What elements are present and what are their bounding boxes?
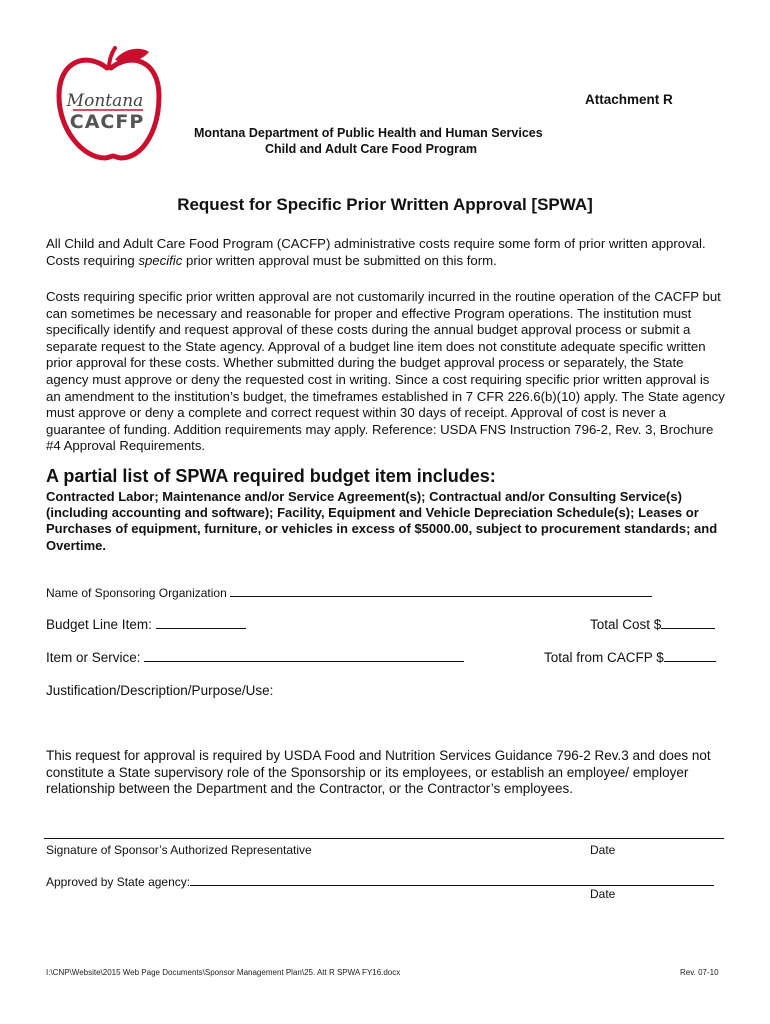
budget-line-label: Budget Line Item: (46, 617, 152, 632)
approved-signature-field[interactable] (190, 874, 714, 886)
total-cost-field[interactable] (661, 617, 715, 629)
total-cost-row (590, 617, 715, 632)
sponsoring-org-row (46, 585, 652, 600)
approval-date-label: Date (590, 887, 616, 901)
total-cost-label: Total Cost $ (590, 617, 662, 632)
department-name: Montana Department of Public Health and Human Services (194, 126, 543, 140)
item-service-label: Item or Service: (46, 650, 141, 665)
approved-label: Approved by State agency: (46, 875, 191, 889)
intro-text-italic: specific (138, 252, 183, 268)
program-name: Child and Adult Care Food Program (265, 142, 478, 156)
total-cacfp-field[interactable] (664, 650, 716, 662)
sponsoring-org-field[interactable] (230, 585, 652, 597)
attachment-label: Attachment R (585, 92, 673, 107)
montana-cacfp-logo (55, 46, 163, 164)
item-service-row (46, 650, 464, 665)
page-title: Request for Specific Prior Written Approval [SPWA] (177, 195, 593, 214)
total-cacfp-row (544, 650, 716, 665)
body-paragraph: Costs requiring specific prior written approval are not customarily incurred in the routine operation of the CACFP but can sometimes be necessary and reasonable for proper and effective Program operations. The institution must specifically identify and request approval of these costs during the annual budget approval process or submit a separate request to the State agency. Approval of a budget line item does not constitute adequate specific written prior approval for these costs. Whether submitted during the budget approval process or separately, the State agency must approve or deny the requested cost in writing. Since a cost requiring specific prior written approval is an amendment to the institution’s budget, the timeframes established in 7 CFR 226.6(b)(10) apply. The State agency must approve or deny a complete and correct request within 30 days of receipt. Approval of cost is never a guarantee of funding. Addition requirements may apply. Reference: USDA FNS Instruction 796-2, Rev. 3, Brochure #4 Approval Requirements. (46, 289, 725, 454)
footer-file-path: I:\CNP\Website\2015 Web Page Documents\Sponsor Management Plan\25. Att R SPWA FY16.docx (46, 968, 401, 977)
signature-date-label: Date (590, 843, 616, 857)
disclaimer-paragraph: This request for approval is required by USDA Food and Nutrition Services Guidance 796-2 Rev.3 and does not constitute a State supervisory role of the Sponsorship or its employees, or establish an employee/ employer relationship between the Department and the Contractor, or the Contractor’s employees. (46, 748, 711, 796)
sponsor-signature-label: Signature of Sponsor’s Authorized Representative (46, 843, 312, 857)
budget-items-list: Contracted Labor; Maintenance and/or Service Agreement(s); Contractual and/or Consulting Service(s) (including accounting and software); Facility, Equipment and Vehicle Depreciation Schedule(s); Leases or Purchases of equipment, furniture, or vehicles in excess of $5000.00, subject to procurement standards; and Overtime. (46, 489, 718, 553)
footer-revision: Rev. 07-10 (680, 968, 719, 977)
logo-text-cacfp: CACFP (69, 111, 145, 133)
logo-text-montana: Montana (66, 91, 144, 111)
apple-icon (55, 46, 163, 164)
justification-label: Justification/Description/Purpose/Use: (46, 683, 274, 698)
item-service-field[interactable] (144, 650, 464, 662)
list-heading: A partial list of SPWA required budget item includes: (46, 466, 496, 486)
sponsoring-org-label: Name of Sponsoring Organization (46, 586, 227, 600)
intro-text-before: All Child and Adult Care Food Program (CACFP) administrative costs require some form of prior written approval. Costs requiring (46, 236, 706, 268)
intro-paragraph (46, 236, 726, 269)
intro-text-after: prior written approval must be submitted on this form. (182, 252, 497, 268)
signature-line[interactable] (44, 838, 724, 839)
budget-line-field[interactable] (156, 617, 246, 629)
total-cacfp-label: Total from CACFP $ (544, 650, 664, 665)
budget-line-row (46, 617, 246, 632)
